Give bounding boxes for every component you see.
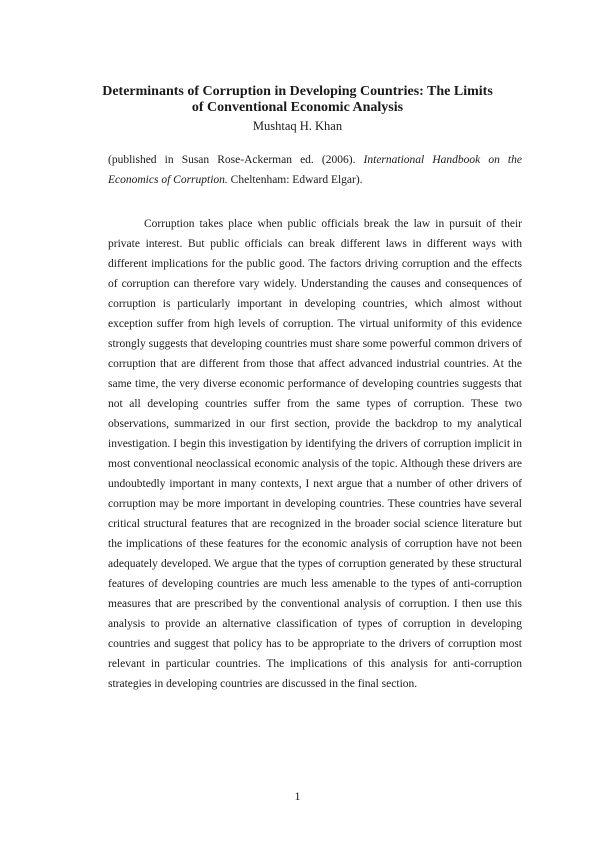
- paper-title: Determinants of Corruption in Developing Countries: The Limits of Conventional Economic Analysis: [102, 84, 493, 115]
- citation-prefix: (published in Susan Rose-Ackerman ed. (2006).: [108, 154, 364, 166]
- citation-book-title: International Handbook on the Economics of Corruption.: [108, 154, 522, 186]
- citation-suffix: Cheltenham: Edward Elgar).: [227, 174, 363, 186]
- page-number: 1: [294, 789, 301, 803]
- body-paragraph: Corruption takes place when public officials break the law in pursuit of their private interest. But public officials can break different laws in different ways with different implications for the public good. The factors driving corruption and the effects of corruption can therefore vary widely. Understanding the causes and consequences of corruption is particularly important in developing countries, which almost without exception suffer from high levels of corruption. The virtual uniformity of this evidence strongly suggests that developing countries must share some powerful common drivers of corruption that are different from those that affect advanced industrial countries. At the same time, the very diverse economic performance of developing countries suggests that not all developing countries suffer from the same types of corruption. These two observations, summarized in our first section, provide the backdrop to my analytical investigation. I begin this investigation by identifying the drivers of corruption implicit in most conventional neoclassical economic analysis of the topic. Although these drivers are undoubtedly important in many contexts, I next argue that a number of other drivers of corruption may be more important in developing countries. These countries have several critical structural features that are recognized in the broader social science literature but the implications of these features for the economic analysis of corruption have not been adequately developed. We argue that the types of corruption generated by these structural features of developing countries are much less amenable to the types of anti-corruption measures that are prescribed by the conventional analysis of corruption. I then use this analysis to provide an alternative classification of types of corruption in developing countries and suggest that policy has to be appropriate to the drivers of corruption most relevant in particular countries. The implications of this analysis for anti-corruption strategies in developing countries are discussed in the final section.: [108, 218, 522, 690]
- publication-citation: [108, 150, 522, 190]
- author-name: Mushtaq H. Khan: [252, 119, 343, 133]
